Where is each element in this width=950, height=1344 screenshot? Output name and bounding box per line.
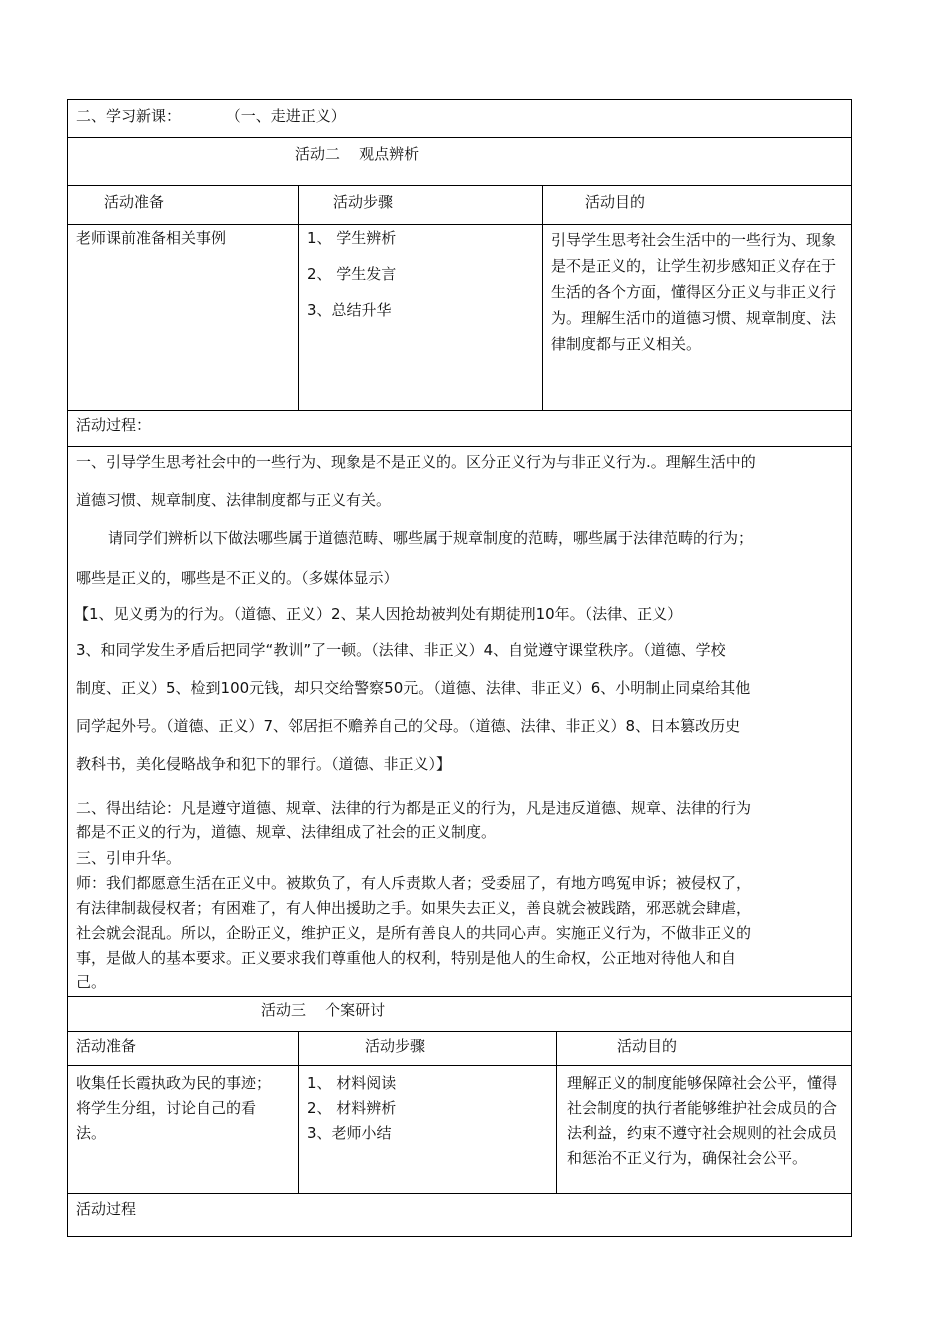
section-subtitle: （一、走进正义） bbox=[225, 107, 346, 125]
paragraph: 都是不正义的行为，道德、规章、法律组成了社会的正义制度。 bbox=[76, 823, 497, 841]
activity3-content-row bbox=[67, 1065, 852, 1193]
activity2-prep: 老师课前准备相关事例 bbox=[76, 229, 227, 247]
activity2-content-row bbox=[67, 224, 852, 410]
header-prep: 活动准备 bbox=[104, 193, 165, 211]
step-item: 3、总结升华 bbox=[307, 301, 392, 319]
activity3-prep: 收集任长霞执政为民的事迹；将学生分组，讨论自己的看法。 bbox=[76, 1074, 272, 1142]
paragraph: 事，是做人的基本要求。正义要求我们尊重他人的权利，特别是他人的生命权，公正地对待他人和自 bbox=[76, 949, 737, 967]
lesson-table bbox=[67, 99, 852, 1237]
activity2-process-label-row bbox=[67, 410, 852, 446]
activity3-title-row bbox=[67, 996, 852, 1031]
header-steps: 活动步骤 bbox=[365, 1037, 426, 1055]
process-label: 活动过程 bbox=[76, 1200, 137, 1218]
header-prep: 活动准备 bbox=[76, 1037, 137, 1055]
paragraph: 同学起外号。（道德、正义）7、邻居拒不赡养自己的父母。（道德、法律、非正义）8、日本篡改历史 bbox=[76, 717, 741, 735]
paragraph: 3、和同学发生矛盾后把同学“教训”了一顿。（法律、非正义）4、自觉遵守课堂秩序。（道德、学校 bbox=[76, 641, 726, 659]
step-item: 3、老师小结 bbox=[307, 1124, 392, 1142]
step-item: 2、 学生发言 bbox=[307, 265, 397, 283]
process-label: 活动过程： bbox=[76, 416, 152, 434]
activity2-title: 活动二 观点辨析 bbox=[295, 145, 420, 163]
header-goal: 活动目的 bbox=[617, 1037, 678, 1055]
paragraph: 制度、正义）5、检到100元钱，却只交给警察50元。（道德、法律、非正义）6、小明制止同桌给其他 bbox=[76, 679, 751, 697]
activity2-title-row bbox=[67, 137, 852, 185]
activity3-process-row bbox=[67, 1193, 852, 1237]
activity2-header-row bbox=[67, 185, 852, 224]
step-item: 1、 材料阅读 bbox=[307, 1074, 397, 1092]
paragraph: 师：我们都愿意生活在正义中。被欺负了，有人斥责欺人者；受委屈了，有地方鸣冤申诉；被侵权了， bbox=[76, 874, 752, 892]
paragraph: 社会就会混乱。所以，企盼正义，维护正义，是所有善良人的共同心声。实施正义行为，不做非正义的 bbox=[76, 924, 752, 942]
paragraph: 有法律制裁侵权者；有困难了，有人伸出援助之手。如果失去正义，善良就会被践踏，邪恶就会肆虐， bbox=[76, 899, 752, 917]
paragraph: 一、引导学生思考社会中的一些行为、现象是不是正义的。区分正义行为与非正义行为.。理解生活中的 bbox=[76, 453, 756, 471]
paragraph: 【1、见义勇为的行为。（道德、正义）2、某人因抢劫被判处有期徒刑10年。（法律、正义） bbox=[74, 605, 683, 623]
activity3-goal: 理解正义的制度能够保障社会公平，懂得社会制度的执行者能够维护社会成员的合法利益，约束不遵守社会规则的社会成员和惩治不正义行为，确保社会公平。 bbox=[567, 1074, 838, 1167]
activity3-header-row bbox=[67, 1031, 852, 1065]
paragraph: 道德习惯、规章制度、法律制度都与正义有关。 bbox=[76, 491, 392, 509]
paragraph: 三、引申升华。 bbox=[76, 849, 182, 867]
step-item: 2、 材料辨析 bbox=[307, 1099, 397, 1117]
paragraph: 请同学们辨析以下做法哪些属于道德范畴、哪些属于规章制度的范畴，哪些属于法律范畴的行为； bbox=[108, 529, 754, 547]
step-item: 1、 学生辨析 bbox=[307, 229, 397, 247]
paragraph: 教科书，美化侵略战争和犯下的罪行。（道德、非正义）】 bbox=[76, 755, 452, 773]
paragraph: 己。 bbox=[76, 973, 107, 991]
paragraph: 哪些是正义的，哪些是不正义的。（多媒体显示） bbox=[76, 569, 399, 587]
header-steps: 活动步骤 bbox=[333, 193, 394, 211]
activity2-goal: 引导学生思考社会生活中的一些行为、现象是不是正义的，让学生初步感知正义存在于生活的各个方面，懂得区分正义与非正义行为。理解生活巾的道德习惯、规章制度、法律制度都与正义相关。 bbox=[551, 231, 837, 353]
activity3-title: 活动三 个案研讨 bbox=[261, 1001, 386, 1019]
activity2-process-body bbox=[67, 446, 852, 996]
paragraph: 二、得出结论：凡是遵守道德、规章、法律的行为都是正义的行为，凡是违反道德、规章、法律的行为 bbox=[76, 799, 752, 817]
section-title-row bbox=[67, 99, 852, 137]
header-goal: 活动目的 bbox=[585, 193, 646, 211]
section-title: 二、学习新课： bbox=[76, 107, 182, 125]
